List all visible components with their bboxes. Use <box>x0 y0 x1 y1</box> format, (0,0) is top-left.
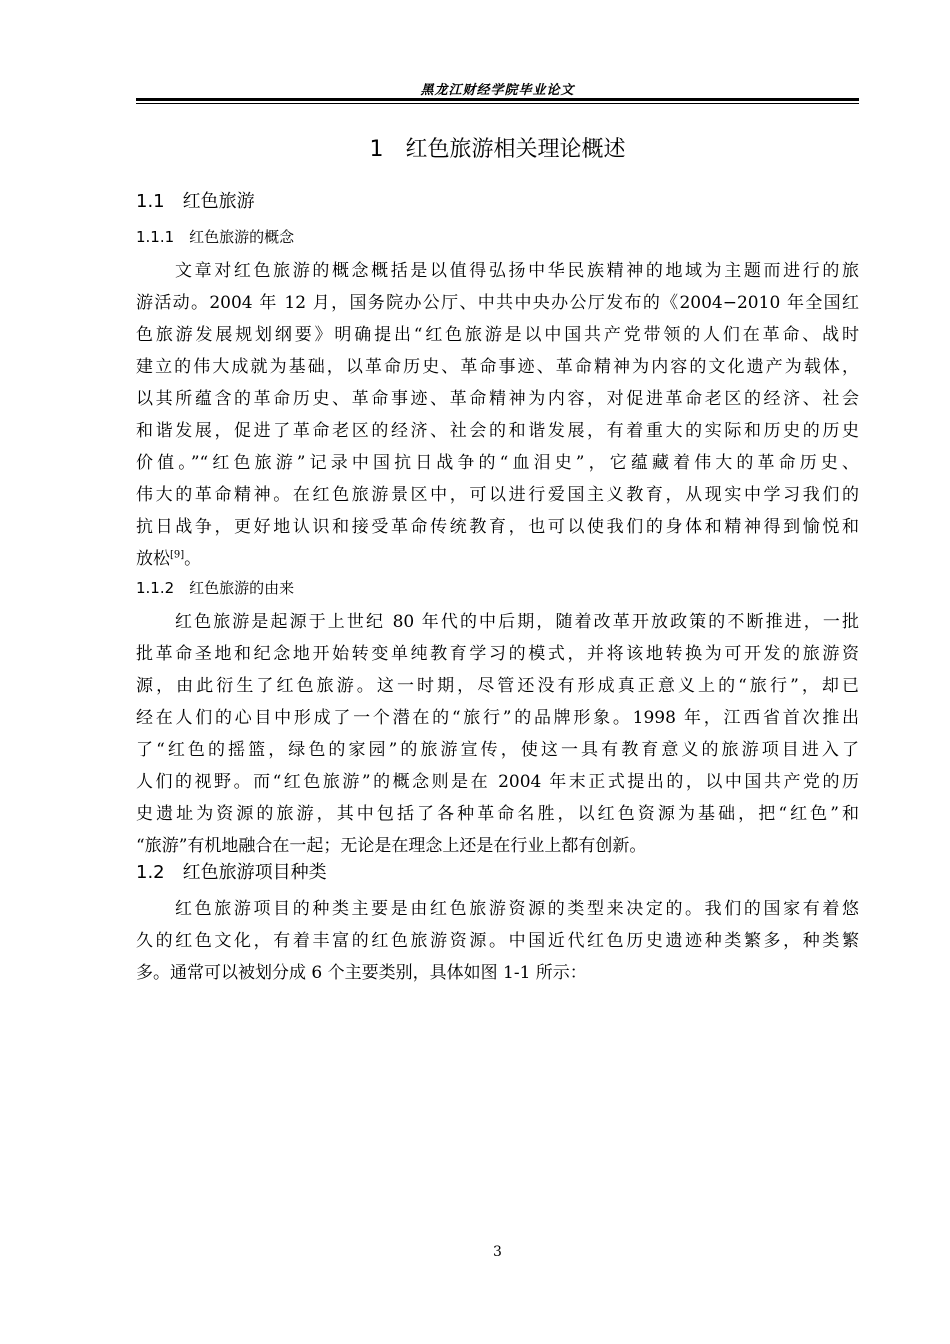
paragraph-line: 批革命圣地和纪念地开始转变单纯教育学习的模式，并将该地转换为可开发的旅游资 <box>136 644 859 664</box>
paragraph-line: 价值。”“红色旅游”记录中国抗日战争的“血泪史”，它蕴藏着伟大的革命历史、 <box>136 453 859 473</box>
paragraph-origin <box>136 606 859 862</box>
paragraph-line: 了“红色的摇篮，绿色的家园”的旅游宣传，使这一具有教育意义的旅游项目进入了 <box>136 740 859 760</box>
paragraph-last-line: 多。通常可以被划分成 6 个主要类别，具体如图 1-1 所示： <box>136 963 587 983</box>
paragraph-concept <box>136 255 859 575</box>
paragraph-line: 人们的视野。而“红色旅游”的概念则是在 2004 年末正式提出的，以中国共产党的历 <box>136 772 859 792</box>
header-rule-thick <box>136 98 859 101</box>
subsection-heading-1-1-2: 1.1.2 红色旅游的由来 <box>136 579 295 597</box>
paragraph-line: 红色旅游是起源于上世纪 80 年代的中后期，随着改革开放政策的不断推进，一批 <box>175 612 859 632</box>
paragraph-line: 建立的伟大成就为基础，以革命历史、革命事迹、革命精神为内容的文化遗产为载体， <box>136 357 859 377</box>
paragraph-line: 伟大的革命精神。在红色旅游景区中，可以进行爱国主义教育，从现实中学习我们的 <box>136 485 859 505</box>
paragraph-line: 经在人们的心目中形成了一个潜在的“旅行”的品牌形象。1998 年，江西省首次推出 <box>136 708 859 728</box>
subsection-heading-1-1-1: 1.1.1 红色旅游的概念 <box>136 228 295 246</box>
paragraph-text: 。 <box>184 549 202 569</box>
paragraph-line: 和谐发展，促进了革命老区的经济、社会的和谐发展，有着重大的实际和历史的历史 <box>136 421 859 441</box>
section-heading-1-2: 1.2 红色旅游项目种类 <box>136 862 327 883</box>
paragraph-last-line: “旅游”有机地融合在一起；无论是在理念上还是在行业上都有创新。 <box>136 836 647 856</box>
paragraph-last-line <box>136 543 859 575</box>
section-heading-1-1: 1.1 红色旅游 <box>136 191 255 212</box>
running-header: 黑龙江财经学院毕业论文 <box>420 83 575 98</box>
paragraph-line: 文章对红色旅游的概念概括是以值得弘扬中华民族精神的地域为主题而进行的旅 <box>175 261 859 281</box>
citation-reference: [9] <box>170 549 185 561</box>
paragraph-line: 以其所蕴含的革命历史、革命事迹、革命精神为内容，对促进革命老区的经济、社会 <box>136 389 859 409</box>
paragraph-line: 史遗址为资源的旅游，其中包括了各种革命名胜，以红色资源为基础，把“红色”和 <box>136 804 859 824</box>
paragraph-text: 放松 <box>136 549 170 569</box>
paragraph-line: 游活动。2004 年 12 月，国务院办公厅、中共中央办公厅发布的《2004−2010 年全国红 <box>136 293 859 313</box>
paragraph-types <box>136 893 859 989</box>
chapter-title: 1 红色旅游相关理论概述 <box>369 137 626 162</box>
header-rule-thin <box>136 103 859 104</box>
paragraph-line: 抗日战争，更好地认识和接受革命传统教育，也可以使我们的身体和精神得到愉悦和 <box>136 517 859 537</box>
paragraph-line: 色旅游发展规划纲要》明确提出“红色旅游是以中国共产党带领的人们在革命、战时 <box>136 325 859 345</box>
paragraph-line: 源，由此衍生了红色旅游。这一时期，尽管还没有形成真正意义上的“旅行”，却已 <box>136 676 859 696</box>
paragraph-line: 红色旅游项目的种类主要是由红色旅游资源的类型来决定的。我们的国家有着悠 <box>175 899 859 919</box>
paragraph-line: 久的红色文化，有着丰富的红色旅游资源。中国近代红色历史遗迹种类繁多，种类繁 <box>136 931 859 951</box>
page-number: 3 <box>493 1244 502 1260</box>
